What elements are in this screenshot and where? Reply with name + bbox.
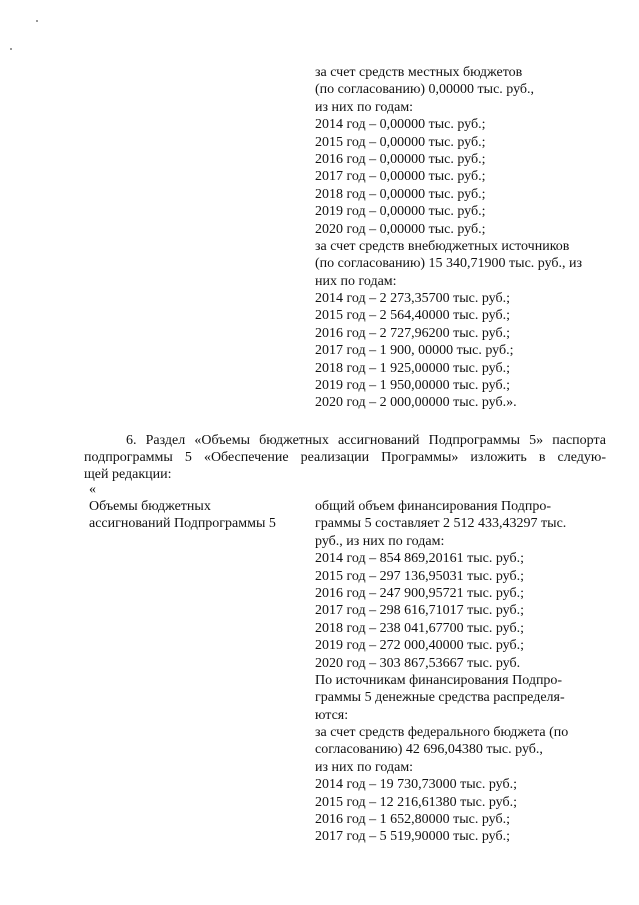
financing-line: 2016 год – 247 900,95721 тыс. руб.; [315, 585, 524, 601]
financing-line: 2018 год – 238 041,67700 тыс. руб.; [315, 620, 524, 636]
financing-line: за счет средств федерального бюджета (по [315, 725, 569, 741]
label-line: Объемы бюджетных [89, 499, 211, 514]
financing-line: По источникам финансирования Подпро- [315, 672, 563, 688]
passport-row-label [89, 498, 309, 533]
financing-line: 2014 год – 0,00000 тыс. руб.; [315, 117, 486, 133]
financing-line: граммы 5 денежные средства распределя- [315, 690, 565, 706]
financing-line: 2020 год – 303 867,53667 тыс. руб. [315, 655, 521, 671]
financing-line: 2016 год – 1 652,80000 тыс. руб.; [315, 812, 510, 828]
financing-line: (по согласованию) 15 340,71900 тыс. руб., из [315, 256, 583, 272]
financing-line: руб., из них по годам: [315, 533, 445, 549]
financing-line: граммы 5 составляет 2 512 433,43297 тыс. [315, 516, 567, 532]
scan-speck [36, 20, 38, 22]
financing-line: (по согласованию) 0,00000 тыс. руб., [315, 82, 535, 98]
financing-line: общий объем финансирования Подпро- [315, 499, 551, 514]
financing-line: за счет средств местных бюджетов [315, 65, 523, 80]
financing-line: 2018 год – 1 925,00000 тыс. руб.; [315, 360, 510, 376]
financing-line: 2019 год – 1 950,00000 тыс. руб.; [315, 378, 510, 394]
financing-line: 2020 год – 2 000,00000 тыс. руб.». [315, 395, 517, 411]
amendment-paragraph-6 [84, 432, 606, 483]
financing-line: 2017 год – 5 519,90000 тыс. руб.; [315, 829, 510, 845]
financing-line: 2020 год – 0,00000 тыс. руб.; [315, 221, 486, 237]
scan-speck [10, 48, 12, 50]
label-line: ассигнований Подпрограммы 5 [89, 516, 276, 532]
financing-line: 2019 год – 0,00000 тыс. руб.; [315, 204, 486, 220]
financing-line: 2019 год – 272 000,40000 тыс. руб.; [315, 638, 524, 654]
financing-line: 2017 год – 0,00000 тыс. руб.; [315, 169, 486, 185]
financing-line: 2015 год – 297 136,95031 тыс. руб.; [315, 568, 524, 584]
financing-line: 2015 год – 0,00000 тыс. руб.; [315, 134, 486, 150]
financing-line: 2014 год – 19 730,73000 тыс. руб.; [315, 777, 517, 793]
paragraph-line: 6. Раздел «Объемы бюджетных ассигнований Подпрограммы 5» паспорта [126, 433, 606, 448]
financing-line: 2015 год – 12 216,61380 тыс. руб.; [315, 794, 517, 810]
financing-line: за счет средств внебюджетных источников [315, 238, 570, 254]
paragraph-line: щей редакции: [84, 467, 172, 482]
financing-line: 2017 год – 1 900, 00000 тыс. руб.; [315, 343, 514, 359]
financing-line: них по годам: [315, 273, 397, 289]
passport-row-value [315, 498, 615, 846]
opening-quote: « [89, 482, 96, 497]
financing-line: из них по годам: [315, 759, 414, 775]
financing-line: 2015 год – 2 564,40000 тыс. руб.; [315, 308, 510, 324]
financing-line: 2016 год – 0,00000 тыс. руб.; [315, 151, 486, 167]
financing-line: 2016 год – 2 727,96200 тыс. руб.; [315, 325, 510, 341]
financing-line: 2014 год – 2 273,35700 тыс. руб.; [315, 291, 510, 307]
financing-line: согласованию) 42 696,04380 тыс. руб., [315, 742, 543, 758]
financing-line: 2017 год – 298 616,71017 тыс. руб.; [315, 603, 524, 619]
financing-line: из них по годам: [315, 99, 414, 115]
local-and-extrabudgetary-financing [315, 64, 615, 412]
paragraph-line: подпрограммы 5 «Обеспечение реализации Программы» изложить в следую- [84, 450, 606, 465]
financing-line: ются: [315, 707, 349, 723]
financing-line: 2018 год – 0,00000 тыс. руб.; [315, 186, 486, 202]
financing-line: 2014 год – 854 869,20161 тыс. руб.; [315, 551, 524, 567]
